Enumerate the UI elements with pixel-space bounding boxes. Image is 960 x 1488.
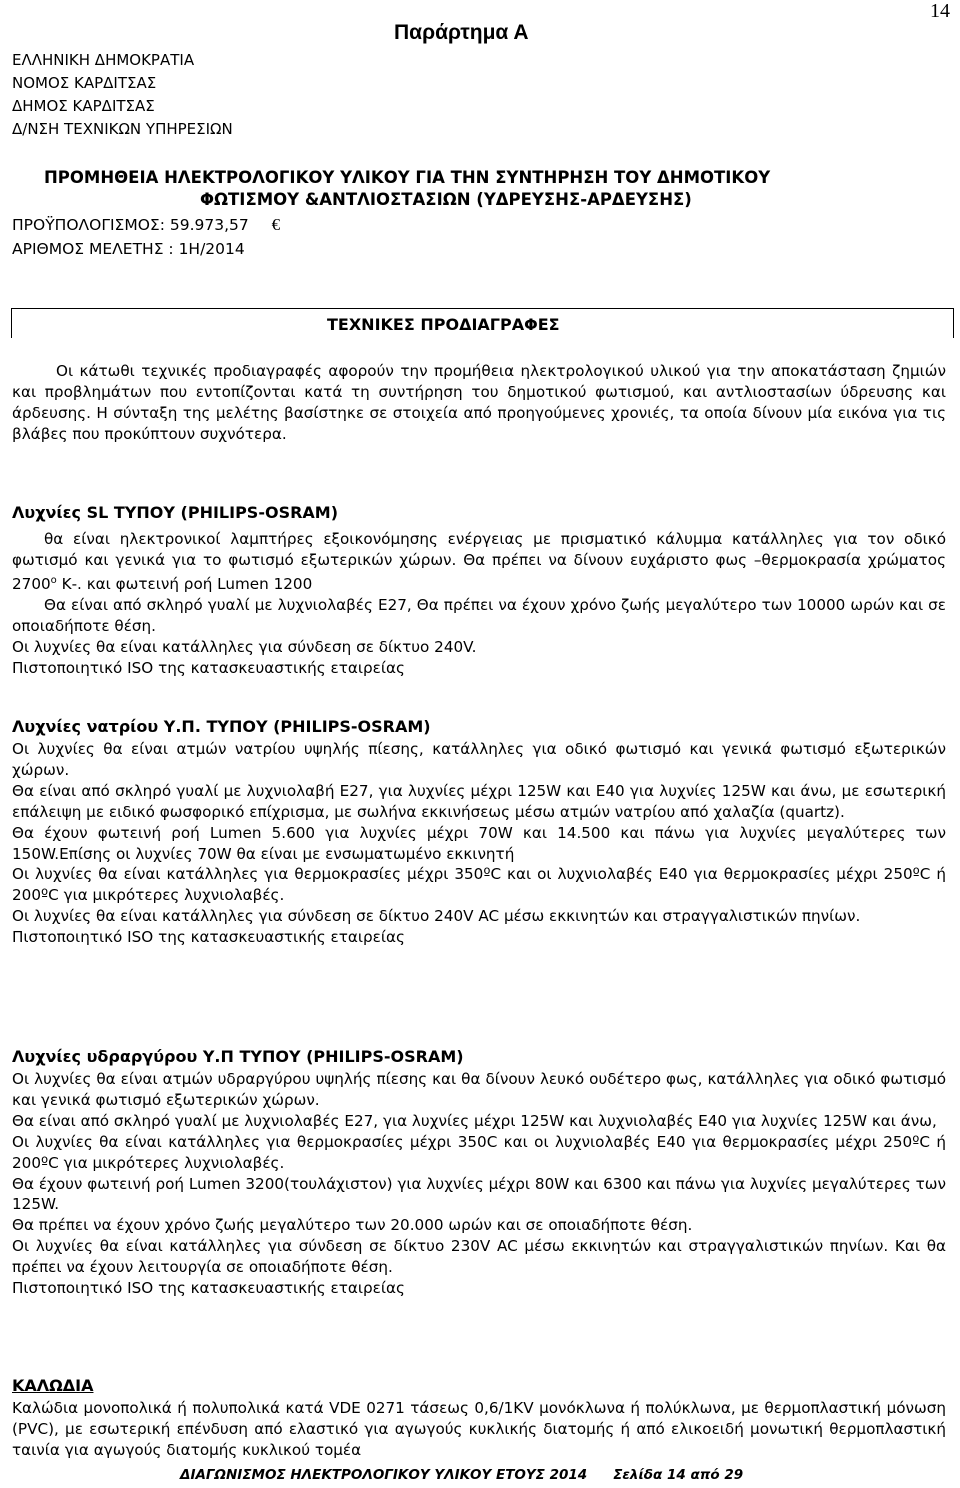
specs-title-box [11,308,954,338]
sodium-section-heading: Λυχνίες νατρίου Υ.Π. ΤΥΠΟΥ (PHILIPS-OSRAM) [12,717,431,736]
page-number: 14 [930,0,950,22]
cables-section-heading: ΚΑΛΩΔΙΑ [12,1376,94,1395]
sl-paragraph-3: Οι λυχνίες θα είναι κατάλληλες για σύνδεση σε δίκτυο 240V. [12,637,477,656]
mercury-line: Θα πρέπει να έχουν χρόνο ζωής μεγαλύτερο των 20.000 ωρών και σε οποιαδήποτε θέση. [12,1216,693,1235]
document-title-line2: ΦΩΤΙΣΜΟΥ &ΑΝΤΛΙΟΣΤΑΣΙΩΝ (ΥΔΡΕΥΣΗΣ-ΑΡΔΕΥΣΗΣ) [200,190,692,209]
header-line-country: ΕΛΛΗΝΙΚΗ ΔΗΜΟΚΡΑΤΙΑ [12,51,195,69]
sl-paragraph-1 [12,529,946,595]
sodium-line: Θα είναι από σκληρό γυαλί με λυχνιολαβή Ε27, για λυχνίες μέχρι 125W και Ε40 για λυχνίες 125W και άνω, με εσωτερική επάλειψη με ειδικό φωσφορικό επίχρισμα, με σωλήνα εκκινήσεως μέσω ατμών νατρίου από χαλαζία (quartz). [12,781,946,821]
header-line-municipality: ΔΗΜΟΣ ΚΑΡΔΙΤΣΑΣ [12,97,155,115]
budget-line [12,215,280,235]
sl-p1-text: θα είναι ηλεκτρονικοί λαμπτήρες εξοικονόμησης ενέργειας με πρισματικό κάλυμμα κατάλληλες για τον οδικό φωτισμό και γενικά για το φωτισμό εξωτερικών χώρων. Θα πρέπει να δίνουν ευχάριστο φως –θερμοκρασία χρώματος 2700 [12,530,946,593]
intro-paragraph [12,361,946,445]
sodium-line: Οι λυχνίες θα είναι κατάλληλες για σύνδεση σε δίκτυο 240V AC μέσω εκκινητών και στραγγαλιστικών πηνίων. [12,907,861,926]
sodium-section-body [12,739,946,948]
mercury-section-body [12,1069,946,1299]
cables-section-body [12,1398,946,1461]
sl-p1-degree: ο [50,574,57,586]
footer-title: ΔΙΑΓΩΝΙΣΜΟΣ ΗΛΕΚΤΡΟΛΟΓΙΚΟΥ ΥΛΙΚΟΥ ΕΤΟΥΣ 2014 [180,1467,588,1483]
document-title-line1: ΠΡΟΜΗΘΕΙΑ ΗΛΕΚΤΡΟΛΟΓΙΚΟΥ ΥΛΙΚΟΥ ΓΙΑ ΤΗΝ ΣΥΝΤΗΡΗΣΗ ΤΟΥ ΔΗΜΟΤΙΚΟΥ [44,168,771,187]
page-footer [180,1467,743,1483]
study-number: ΑΡΙΘΜΟΣ ΜΕΛΕΤΗΣ : 1Η/2014 [12,240,245,258]
specs-title: ΤΕΧΝΙΚΕΣ ΠΡΟΔΙΑΓΡΑΦΕΣ [327,315,560,334]
sl-section-heading: Λυχνίες SL ΤΥΠΟΥ (PHILIPS-OSRAM) [12,503,339,522]
cables-text: Καλώδια μονοπολικά ή πολυπολικά κατά VDE 0271 τάσεως 0,6/1KV μονόκλωνα ή πολύκλωνα, με θερμοπλαστική μόνωση (PVC), με εσωτερική επένδυση από ελαστικό για αγωγούς κυκλικής διατομής ή από ελικοειδή μονωτική θερμοπλαστική ταινία για αγωγούς διατομής κυκλικού τομέα [12,1399,946,1459]
mercury-line: Οι λυχνίες θα είναι κατάλληλες για θερμοκρασίες μέχρι 350C και οι λυχνιολαβές Ε40 για θερμοκρασίες μέχρι 250ºC ή 200ºC για μικρότερες λυχνιολαβές. [12,1132,946,1172]
mercury-line: Οι λυχνίες θα είναι κατάλληλες για σύνδεση σε δίκτυο 230V AC μέσω εκκινητών και στραγγαλιστικών πηνίων. Και θα πρέπει να έχουν λειτουργία σε οποιαδήποτε θέση. [12,1237,946,1277]
sodium-line: Πιστοποιητικό ISO της κατασκευαστικής εταιρείας [12,928,405,947]
sodium-line: Οι λυχνίες θα είναι ατμών νατρίου υψηλής πίεσης, κατάλληλες για οδικό φωτισμό και γενικά φωτισμό εξωτερικών χώρων. [12,740,946,779]
sodium-line: Θα έχουν φωτεινή ροή Lumen 5.600 για λυχνίες μέχρι 70W και 14.500 και πάνω για λυχνίες μεγαλύτερες των 150W.Επίσης οι λυχνίες 70W θα είναι με ενσωματωμένο εκκινητή [12,823,946,863]
mercury-section-heading: Λυχνίες υδραργύρου Υ.Π ΤΥΠΟΥ (PHILIPS-OSRAM) [12,1047,464,1066]
sl-paragraph-2: Θα είναι από σκληρό γυαλί με λυχνιολαβές Ε27, Θα πρέπει να έχουν χρόνο ζωής μεγαλύτερο των 10000 ωρών και σε οποιαδήποτε θέση. [12,595,946,635]
budget-label: ΠΡΟΫΠΟΛΟΓΙΣΜΟΣ: 59.973,57 [12,216,249,234]
mercury-line: Θα είναι από σκληρό γυαλί με λυχνιολαβές Ε27, για λυχνίες μέχρι 125W και λυχνιολαβές Ε40 για λυχνίες 125W και άνω, [12,1111,937,1130]
sl-section-body [12,529,946,678]
header-line-prefecture: ΝΟΜΟΣ ΚΑΡΔΙΤΣΑΣ [12,74,157,92]
intro-text: Οι κάτωθι τεχνικές προδιαγραφές αφορούν την προμήθεια ηλεκτρολογικού υλικού για την αποκατάσταση ζημιών και προβλημάτων που εντοπίζονται κατά τη συντήρηση του δημοτικού φωτισμού, και αντλιοστασίων ύδρευσης και άρδευσης. Η σύνταξη της μελέτης βασίστηκε σε στοιχεία από προηγούμενες χρονιές, τα οποία δίνουν μία εικόνα για τις βλάβες που προκύπτουν συχνότερα. [12,362,946,443]
footer-page-count: Σελίδα 14 από 29 [613,1467,744,1483]
sl-paragraph-4: Πιστοποιητικό ISO της κατασκευαστικής εταιρείας [12,658,405,677]
euro-icon: € [271,215,281,234]
mercury-line: Οι λυχνίες θα είναι ατμών υδραργύρου υψηλής πίεσης και θα δίνουν λευκό ουδέτερο φως, κατάλληλες για οδικό φωτισμό και γενικά φωτισμό εξωτερικών χώρων. [12,1070,946,1109]
sl-p1-end: Κ-. και φωτεινή ροή Lumen 1200 [56,574,313,593]
mercury-line: Πιστοποιητικό ISO της κατασκευαστικής εταιρείας [12,1279,405,1298]
annex-title: Παράρτημα Α [394,21,529,44]
mercury-line: Θα έχουν φωτεινή ροή Lumen 3200(τουλάχιστον) για λυχνίες μέχρι 80W και 6300 και πάνω για λυχνίες μεγαλύτερες των 125W. [12,1174,946,1214]
sodium-line: Οι λυχνίες θα είναι κατάλληλες για θερμοκρασίες μέχρι 350ºC και οι λυχνιολαβές Ε40 για θερμοκρασίες μέχρι 250ºC ή 200ºC για μικρότερες λυχνιολαβές. [12,865,946,905]
header-line-department: Δ/ΝΣΗ ΤΕΧΝΙΚΩΝ ΥΠΗΡΕΣΙΩΝ [12,120,233,138]
